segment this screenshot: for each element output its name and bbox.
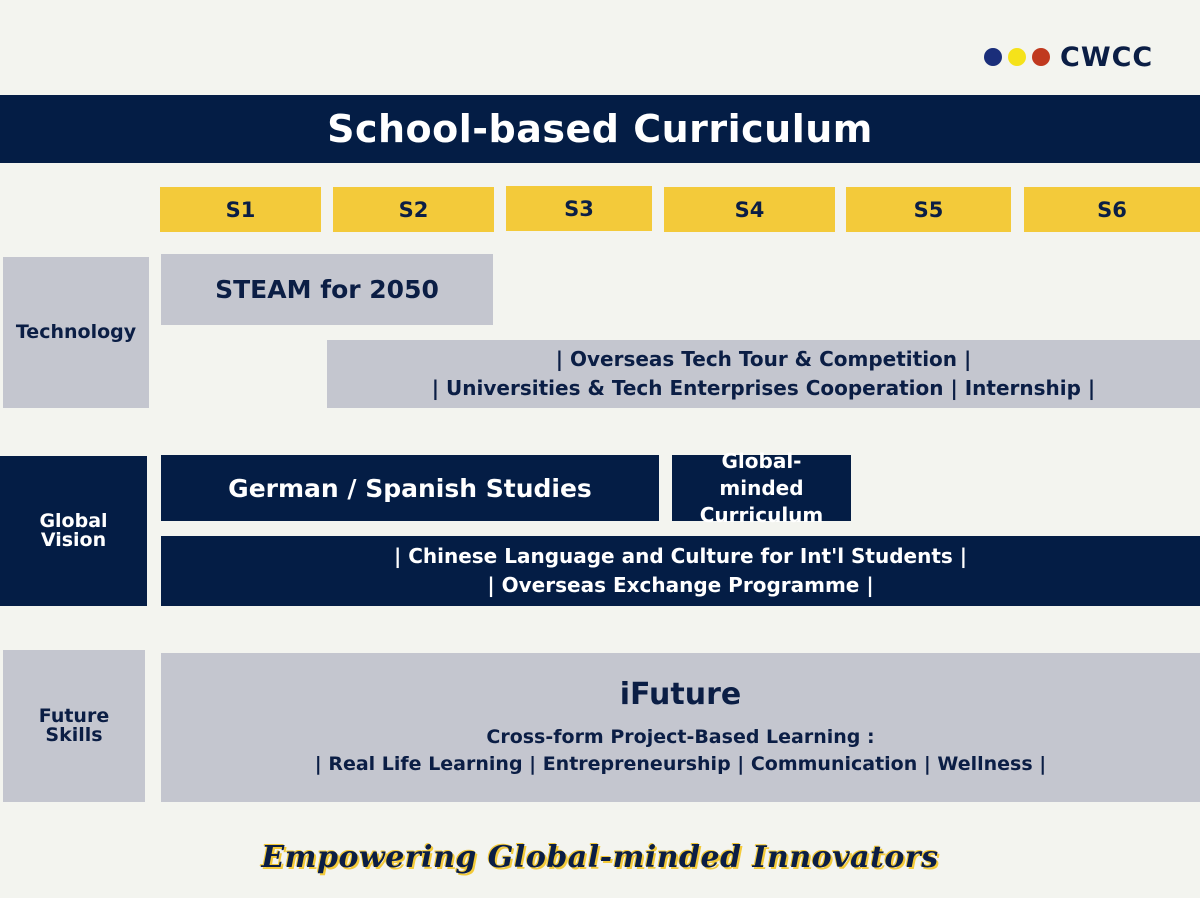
overseas-tech-box — [327, 340, 1200, 408]
title-banner — [0, 95, 1200, 163]
level-header-s3: S3 — [506, 186, 652, 231]
logo-dot-red-icon — [1032, 48, 1050, 66]
ifuture-subtitle-1: Cross-form Project-Based Learning : — [486, 726, 875, 748]
tagline: Empowering Global-minded Innovators — [261, 839, 939, 875]
exchange-box — [161, 536, 1200, 606]
level-header-s4: S4 — [664, 187, 835, 232]
exchange-line-2: | Overseas Exchange Programme | — [487, 573, 874, 597]
level-header-s6: S6 — [1024, 187, 1200, 232]
overseas-tech-line-2: | Universities & Tech Enterprises Cooperation | Internship | — [431, 376, 1096, 400]
ifuture-box — [161, 653, 1200, 802]
ifuture-title: iFuture — [619, 677, 742, 712]
category-global-vision: Global Vision — [0, 456, 147, 606]
logo-dot-yellow-icon — [1008, 48, 1026, 66]
logo-dot-blue-icon — [984, 48, 1002, 66]
level-header-s5: S5 — [846, 187, 1011, 232]
overseas-tech-line-1: | Overseas Tech Tour & Competition | — [555, 347, 972, 371]
brand-logo — [984, 40, 1153, 74]
ifuture-subtitle-2: | Real Life Learning | Entrepreneurship | Communication | Wellness | — [314, 753, 1047, 775]
level-header-s1: S1 — [160, 187, 321, 232]
global-minded-box: Global-minded Curriculum — [672, 455, 851, 521]
exchange-line-1: | Chinese Language and Culture for Int'l Students | — [393, 544, 968, 568]
category-technology: Technology — [3, 257, 149, 408]
logo-text: CWCC — [1060, 41, 1154, 73]
steam-box: STEAM for 2050 — [161, 254, 493, 325]
page-title: School-based Curriculum — [327, 107, 873, 151]
level-header-s2: S2 — [333, 187, 494, 232]
category-future-skills: Future Skills — [3, 650, 145, 802]
language-studies-box: German / Spanish Studies — [161, 455, 659, 521]
